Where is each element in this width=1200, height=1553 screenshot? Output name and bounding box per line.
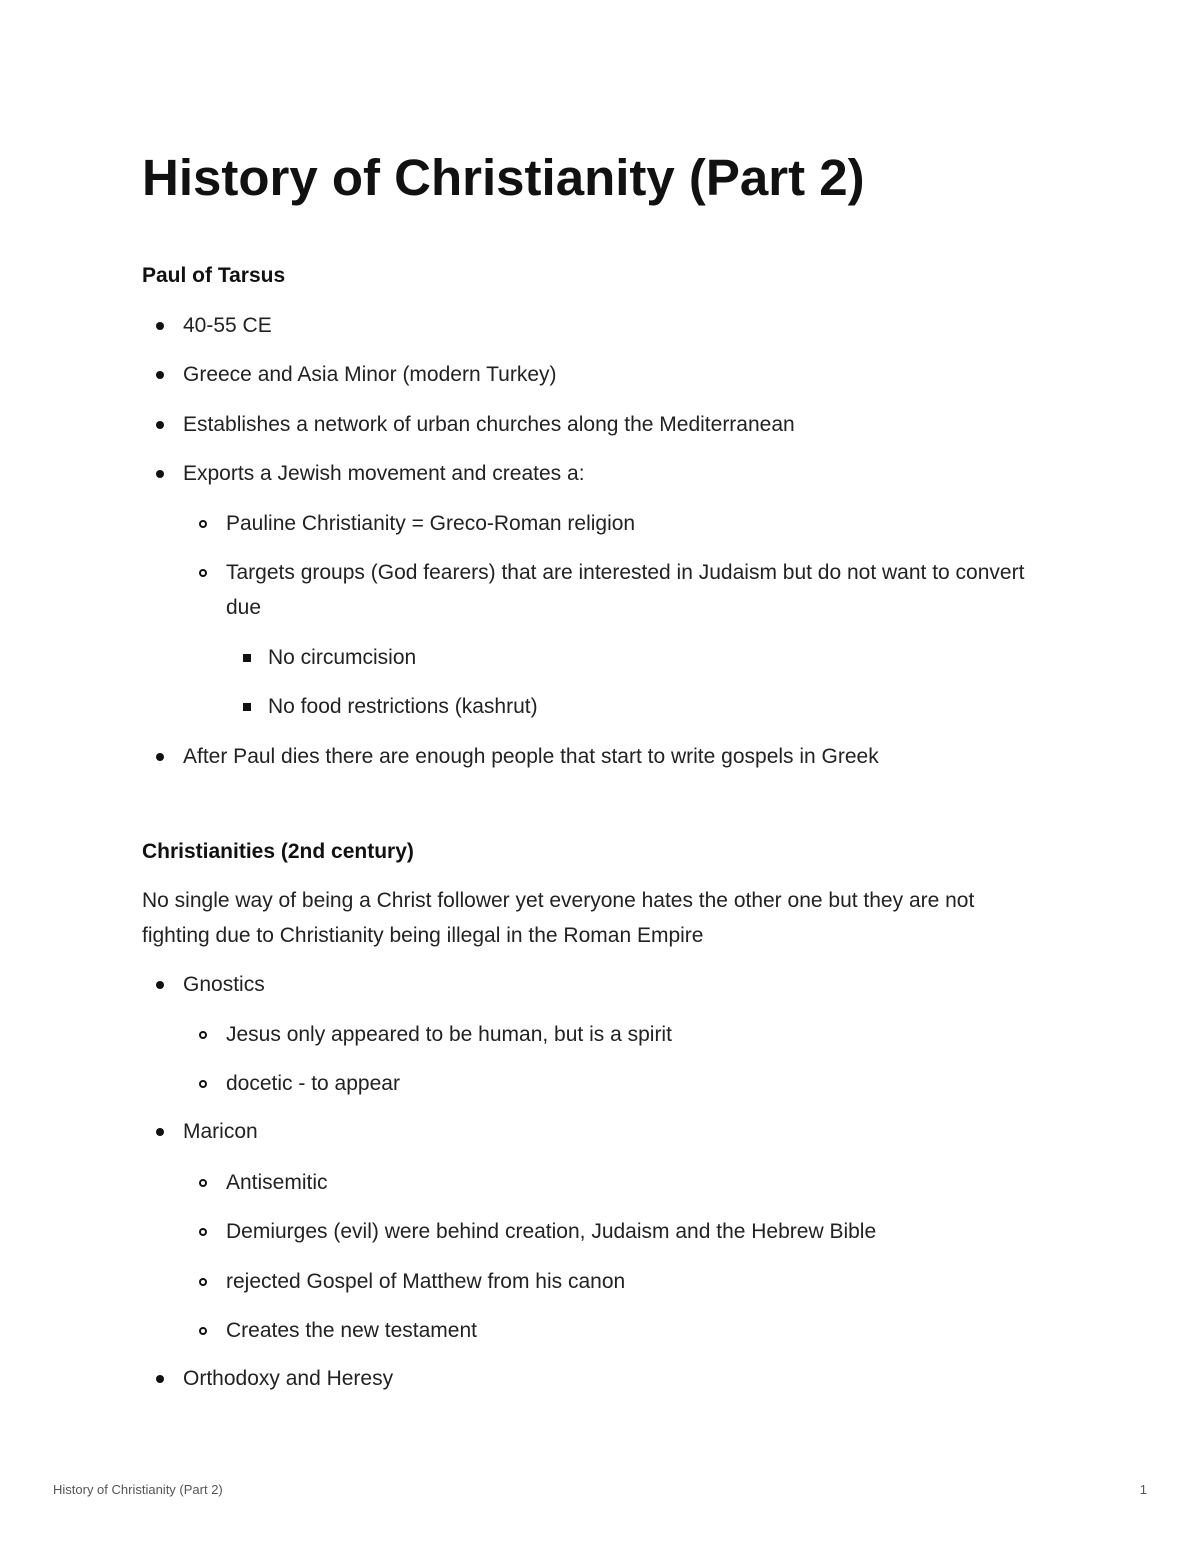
circle-bullet-icon xyxy=(199,1031,207,1039)
list-item xyxy=(183,967,1043,1002)
list-item xyxy=(183,407,1043,442)
section-heading-paul-of-tarsus: Paul of Tarsus xyxy=(142,264,286,287)
list-item xyxy=(183,739,1043,774)
list-item-text: No circumcision xyxy=(268,646,417,669)
sub-list-item xyxy=(226,506,1046,541)
disc-bullet-icon xyxy=(156,371,164,379)
square-bullet-icon xyxy=(243,654,251,662)
sub-sub-list-item xyxy=(268,640,1048,675)
document-title: History of Christianity (Part 2) xyxy=(142,149,865,206)
list-item-text: Targets groups (God fearers) that are interested in Judaism but do not want to convert due xyxy=(226,561,1025,619)
disc-bullet-icon xyxy=(156,470,164,478)
sub-list-item xyxy=(226,1214,1046,1249)
section-intro-paragraph: No single way of being a Christ follower yet everyone hates the other one but they are not fighting due to Christianity being illegal in the Roman Empire xyxy=(142,889,975,947)
list-item xyxy=(183,1361,1043,1396)
footer-page-number: 1 xyxy=(1139,1482,1147,1497)
sub-sub-list-item xyxy=(268,689,1048,724)
circle-bullet-icon xyxy=(199,569,207,577)
list-item-text: Exports a Jewish movement and creates a: xyxy=(183,462,585,485)
list-item-text: 40-55 CE xyxy=(183,314,272,337)
disc-bullet-icon xyxy=(156,1375,164,1383)
disc-bullet-icon xyxy=(156,421,164,429)
list-item-text: rejected Gospel of Matthew from his canon xyxy=(226,1270,626,1293)
disc-bullet-icon xyxy=(156,1128,164,1136)
list-item-text: Creates the new testament xyxy=(226,1319,477,1342)
circle-bullet-icon xyxy=(199,1228,207,1236)
sub-list-item xyxy=(226,1017,1046,1052)
disc-bullet-icon xyxy=(156,322,164,330)
footer-document-title: History of Christianity (Part 2) xyxy=(53,1482,223,1497)
sub-list-item xyxy=(226,1165,1046,1200)
disc-bullet-icon xyxy=(156,753,164,761)
sub-list-item xyxy=(226,555,1046,625)
circle-bullet-icon xyxy=(199,1179,207,1187)
list-item-text: docetic - to appear xyxy=(226,1072,400,1095)
list-item-text: Demiurges (evil) were behind creation, Judaism and the Hebrew Bible xyxy=(226,1220,877,1243)
list-item xyxy=(183,456,1043,491)
circle-bullet-icon xyxy=(199,1080,207,1088)
list-item-text: Pauline Christianity = Greco-Roman religion xyxy=(226,512,636,535)
list-item-text: Jesus only appeared to be human, but is a spirit xyxy=(226,1023,672,1046)
circle-bullet-icon xyxy=(199,520,207,528)
list-item-text: No food restrictions (kashrut) xyxy=(268,695,538,718)
list-item xyxy=(183,1114,1043,1149)
list-item-text: After Paul dies there are enough people that start to write gospels in Greek xyxy=(183,745,879,768)
circle-bullet-icon xyxy=(199,1327,207,1335)
square-bullet-icon xyxy=(243,703,251,711)
circle-bullet-icon xyxy=(199,1278,207,1286)
list-item-text: Gnostics xyxy=(183,973,265,996)
list-item-text: Orthodoxy and Heresy xyxy=(183,1367,394,1390)
list-item-text: Establishes a network of urban churches along the Mediterranean xyxy=(183,413,795,436)
list-item-text: Maricon xyxy=(183,1120,258,1143)
list-item xyxy=(183,357,1043,392)
list-item-text: Greece and Asia Minor (modern Turkey) xyxy=(183,363,557,386)
list-item-text: Antisemitic xyxy=(226,1171,328,1194)
sub-list-item xyxy=(226,1264,1046,1299)
disc-bullet-icon xyxy=(156,981,164,989)
sub-list-item xyxy=(226,1066,1046,1101)
list-item xyxy=(183,308,1043,343)
sub-list-item xyxy=(226,1313,1046,1348)
section-heading-christianities: Christianities (2nd century) xyxy=(142,840,414,863)
